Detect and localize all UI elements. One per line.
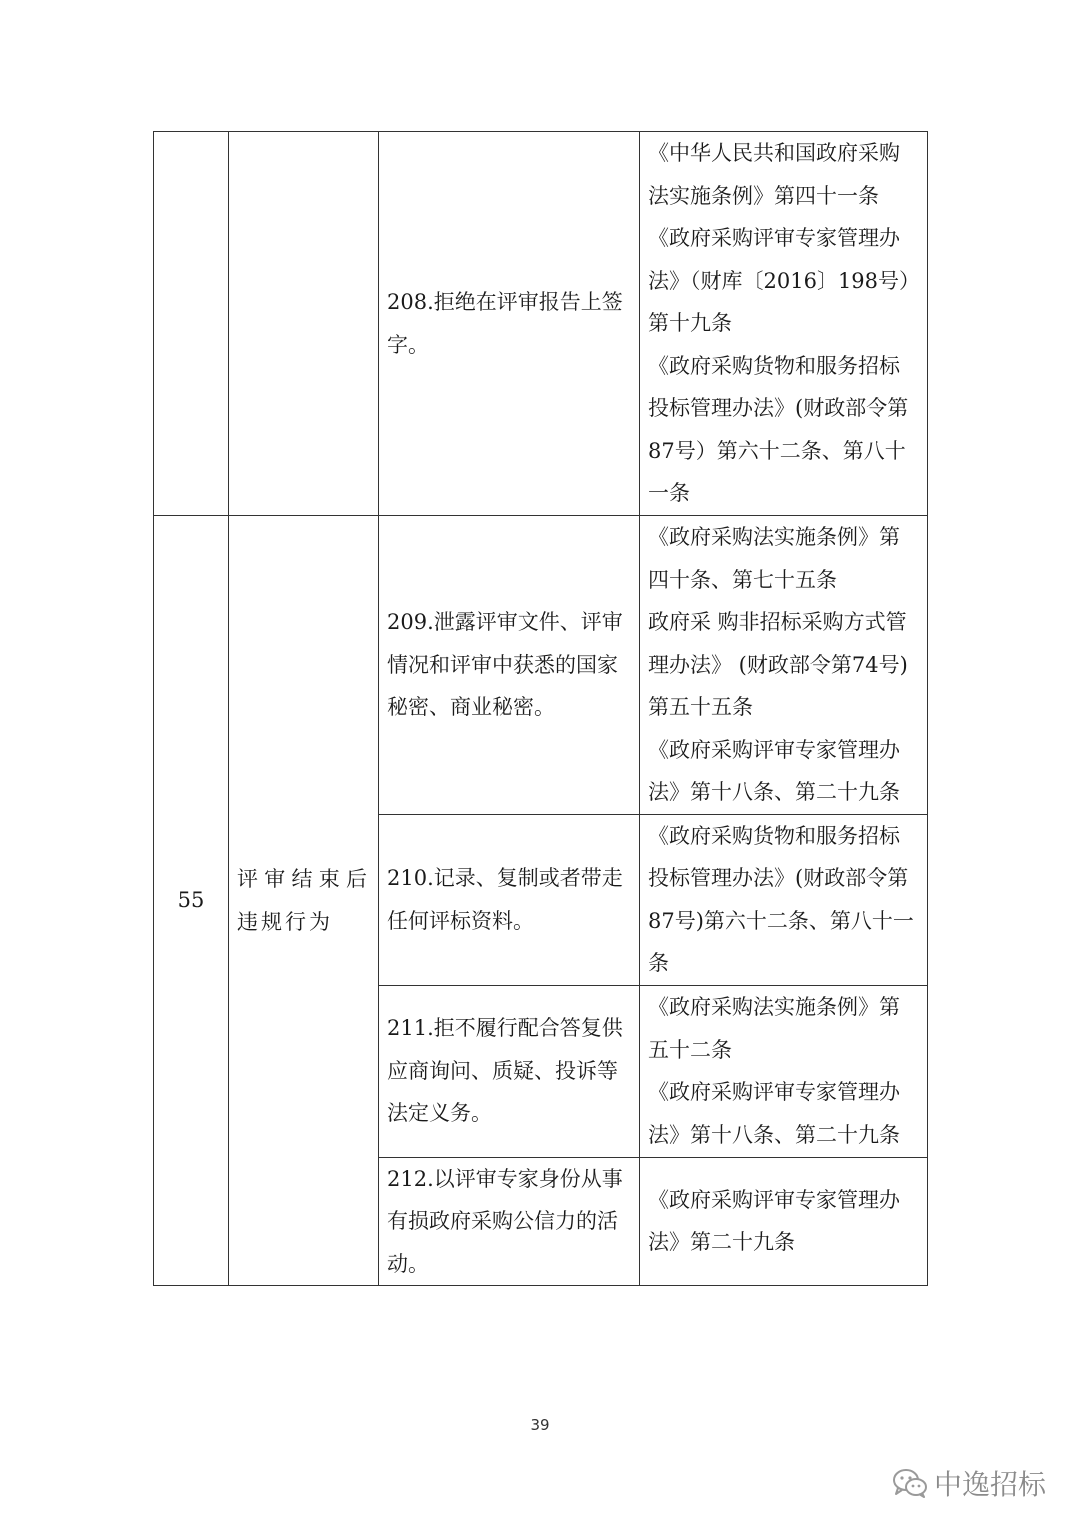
- violation-item-cell: 210.记录、复制或者带走任何评标资料。: [379, 814, 640, 985]
- violation-item-cell: 209.泄露评审文件、评审情况和评审中获悉的国家秘密、商业秘密。: [379, 516, 640, 815]
- watermark-text: 中逸招标: [933, 1468, 1046, 1501]
- legal-basis-line: 《政府采购货物和服务招标投标管理办法》(财政部令第87号）第六十二条、第八十一条: [648, 353, 909, 506]
- row-number-cell: [154, 132, 229, 516]
- table-row: [154, 132, 928, 516]
- legal-basis-line: 《政府采购货物和服务招标投标管理办法》(财政部令第87号)第六十二条、第八十一条: [648, 823, 914, 975]
- legal-basis-line: 《政府采购评审专家管理办法》第二十九条: [648, 1187, 900, 1255]
- legal-basis-cell: [640, 814, 928, 985]
- violation-item-cell: 212.以评审专家身份从事有损政府采购公信力的活动。: [379, 1157, 640, 1286]
- legal-basis-line: 《中华人民共和国政府采购法实施条例》第四十一条: [648, 141, 900, 208]
- category-cell: [229, 132, 379, 516]
- legal-basis-line: 《政府采购评审专家管理办法》第十八条、第二十九条: [648, 737, 900, 804]
- category-cell: [229, 516, 379, 1286]
- legal-basis-line: 《政府采购法实施条例》第五十二条: [648, 995, 900, 1062]
- page-number: 39: [530, 1416, 550, 1434]
- violation-item-cell: 208.拒绝在评审报告上签字。: [379, 132, 640, 516]
- legal-basis-cell: [640, 985, 928, 1157]
- legal-basis-line: 政府采 购非招标采购方式管理办法》 (财政部令第74号)第五十五条: [648, 610, 908, 719]
- violation-item-cell: 211.拒不履行配合答复供应商询问、质疑、投诉等法定义务。: [379, 985, 640, 1157]
- watermark: [892, 1463, 1046, 1503]
- category-text: 评审结束后违规行为: [237, 867, 370, 934]
- row-number-cell: 55: [154, 516, 229, 1286]
- legal-basis-line: 《政府采购法实施条例》第四十条、第七十五条: [648, 525, 900, 592]
- table-row: [154, 516, 928, 815]
- legal-basis-line: 《政府采购评审专家管理办法》第十八条、第二十九条: [648, 1080, 900, 1147]
- violation-table: [153, 131, 928, 1286]
- legal-basis-cell: [640, 516, 928, 815]
- wechat-icon: [892, 1468, 928, 1498]
- legal-basis-line: 《政府采购评审专家管理办法》（财库〔2016〕198号）第十九条: [648, 226, 910, 336]
- legal-basis-cell: [640, 1157, 928, 1286]
- legal-basis-cell: [640, 132, 928, 516]
